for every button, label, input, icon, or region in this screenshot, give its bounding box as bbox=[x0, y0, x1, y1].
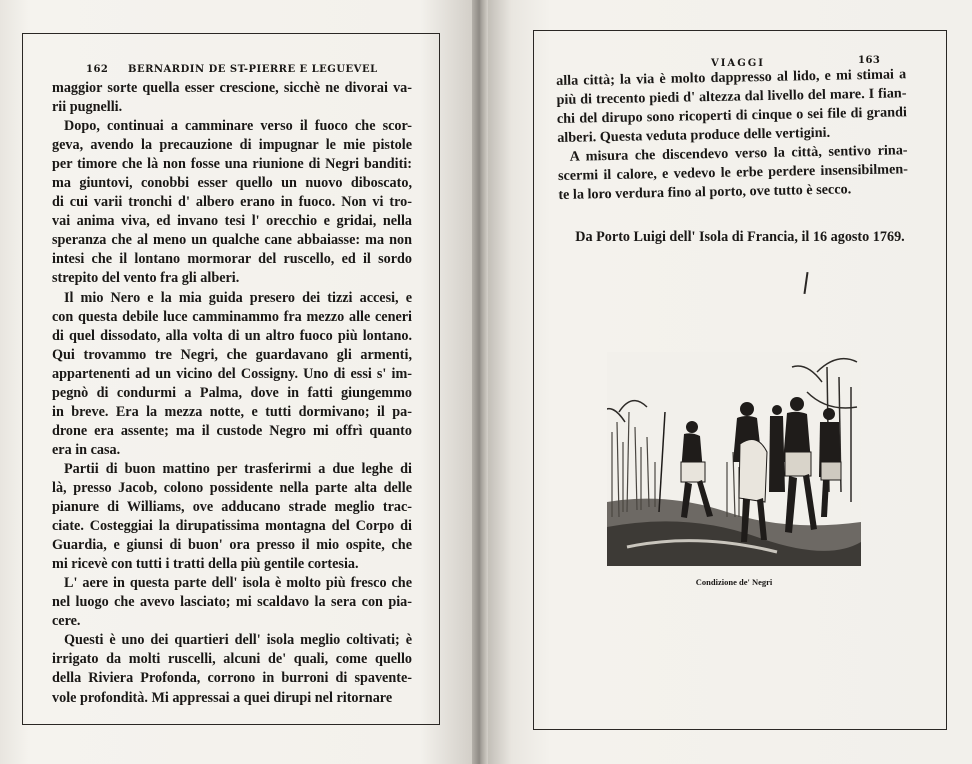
text-line: te la loro verdura fino al porto, ove tutto è secco. bbox=[558, 181, 852, 204]
engraving-illustration bbox=[607, 352, 861, 566]
text-line: drone era assente; ma il custode Negro mi offrì quanto bbox=[52, 422, 412, 439]
text-line: scermi il calore, e vedevo le erbe perdere insensibilmen- bbox=[557, 161, 909, 185]
text-line: Partii di buon mattino per trasferirmi a due leghe di bbox=[64, 460, 412, 477]
text-line: per timore che là non fosse una riunione di Negri banditi: bbox=[52, 156, 412, 173]
text-line: strepito del vento fra gli alberi. bbox=[52, 270, 240, 287]
text-line: rii pugnelli. bbox=[52, 99, 123, 116]
text-line: pianure di Williams, ove adducano strade meglio trac- bbox=[52, 499, 412, 516]
right-page-number: 163 bbox=[858, 55, 881, 66]
text-line: Il mio Nero e la mia guida presero dei tizzi accesi, e bbox=[64, 289, 412, 306]
text-line: A misura che discendevo verso la città, sentivo rina- bbox=[569, 142, 908, 165]
text-line: Guardia, e giunsi di buon' ora presso il mio ospite, che bbox=[52, 537, 412, 554]
text-line: chi del dirupo sono ricoperti di cinque o sei file di grandi bbox=[556, 104, 907, 128]
text-line: vai anima viva, ed invano tesi l' orecchio e gridai, nella bbox=[52, 213, 412, 230]
dateline: Da Porto Luigi dell' Isola di Francia, il 16 agosto 1769. bbox=[575, 229, 905, 245]
text-line: ciate. Costeggiai la dirupatissima montagna del Corpo di bbox=[52, 518, 412, 535]
book-gutter bbox=[472, 0, 488, 764]
text-line: ma giuntovi, conobbi esser quello un nuovo diboscato, bbox=[52, 175, 412, 192]
text-line: era in casa. bbox=[52, 441, 121, 458]
text-line: L' aere in questa parte dell' isola è molto più fresco che bbox=[64, 575, 412, 592]
text-line: pegnò di condurmi a Palma, dove in fatti giungemmo bbox=[52, 384, 412, 401]
text-line: mi ricevè con tutti i tratti della più gentile cortesia. bbox=[52, 556, 359, 573]
text-line: irrigato da molti ruscelli, alcuni de' quali, come quello bbox=[52, 651, 412, 668]
text-line: nel luogo che avevo lasciato; mi scaldavo la sera con pia- bbox=[52, 594, 412, 611]
right-running-head: VIAGGI bbox=[711, 58, 765, 69]
text-line: vole profondità. Mi appressai a quei dirupi nel ritornare bbox=[52, 689, 393, 706]
text-line: intesi che il lontano mormorar del ruscello, ed il sordo bbox=[52, 251, 412, 268]
text-line: di quel dissodato, alla volta di un altro fuoco più lontano. bbox=[52, 327, 412, 344]
text-line: di cui varii tronchi d' albero erano in fuoco. Non vi tro- bbox=[52, 194, 412, 211]
text-line: Questi è uno dei quartieri dell' isola meglio coltivati; è bbox=[64, 632, 412, 649]
left-page-body bbox=[52, 79, 412, 708]
left-page-number: 162 bbox=[86, 64, 109, 75]
right-page-body bbox=[556, 65, 908, 205]
text-line: con questa debile luce camminammo fra mezzo alle ceneri bbox=[52, 308, 412, 325]
text-line: geva, avendo la precauzione di impugnar le mie pistole bbox=[52, 137, 412, 154]
text-line: alberi. Questa veduta produce delle vertigini. bbox=[557, 124, 831, 147]
text-line: in breve. Era la mezza notte, e tutti dormivano; il pa- bbox=[52, 403, 412, 420]
text-line: maggior sorte quella esser crescione, sicchè ne divorai va- bbox=[52, 80, 412, 96]
text-line: Dopo, continuai a camminare verso il fuoco che scor- bbox=[64, 118, 412, 135]
left-running-head: BERNARDIN DE ST-PIERRE E LEGUEVEL bbox=[128, 64, 378, 75]
text-line: Qui trovammo tre Negri, che guardavano gli armenti, bbox=[52, 346, 412, 363]
text-line: della Riviera Profonda, corrono in burroni di spavente- bbox=[52, 670, 412, 687]
text-line: più di trecento piedi d' altezza dal livello del mare. I fian- bbox=[556, 85, 907, 109]
text-line: alla città; la via è molto dappresso al lido, e mi stimai a bbox=[556, 66, 907, 89]
text-line: appartenenti ad un vicino del Cossigny. Uno di essi s' im- bbox=[52, 365, 412, 382]
text-line: là, presso Jacob, colono possidente nella parte alta delle bbox=[52, 479, 412, 496]
illustration-caption: Condizione de' Negri bbox=[695, 577, 773, 587]
text-line: cere. bbox=[52, 613, 81, 630]
text-line: speranza che al meno un qualche cane abbaiasse: ma non bbox=[52, 232, 412, 249]
